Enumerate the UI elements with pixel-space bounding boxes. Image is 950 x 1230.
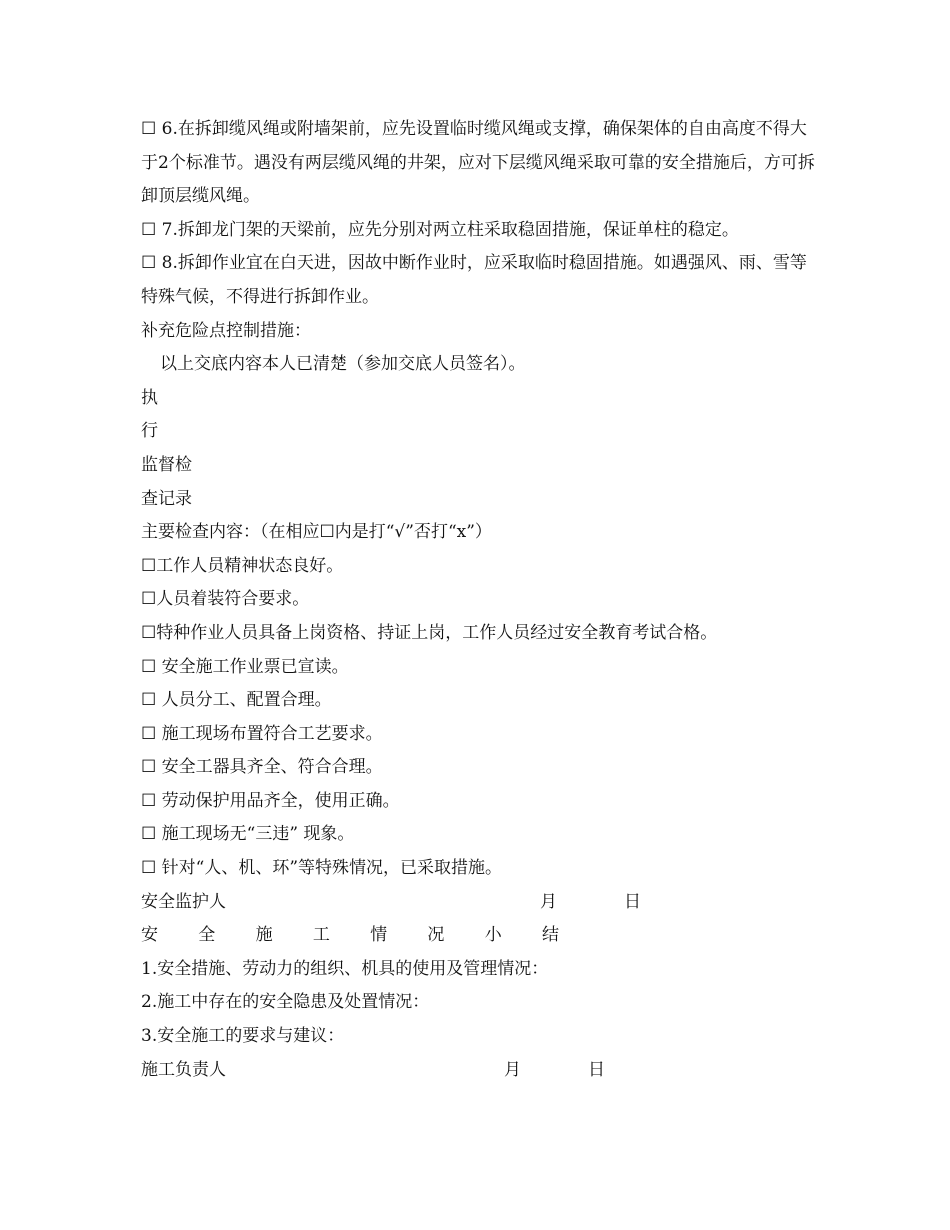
summary-title-char: 小: [484, 925, 502, 946]
check-item: ☐ 安全施工作业票已宣读。: [141, 656, 349, 677]
exec-label-line: 监督检: [141, 454, 192, 475]
summary-item: 2.施工中存在的安全隐患及处置情况：: [141, 992, 430, 1013]
check-item: ☐ 施工现场无“三违” 现象。: [141, 824, 355, 845]
guardian-day: 日: [624, 891, 641, 912]
summary-title-char: 施: [255, 925, 273, 946]
summary-item: 1.安全措施、劳动力的组织、机具的使用及管理情况：: [141, 958, 549, 979]
guardian-month: 月: [540, 891, 557, 912]
summary-title-char: 情: [370, 925, 388, 946]
measure-item-7: ☐ 7.拆卸龙门架的天梁前，应先分别对两立柱采取稳固措施，保证单柱的稳定。: [141, 219, 739, 240]
summary-title-char: 结: [541, 925, 559, 946]
summary-item: 3.安全施工的要求与建议：: [141, 1026, 345, 1047]
measure-item-6: ☐ 6.在拆卸缆风绳或附墙架前，应先设置临时缆风绳或支撑，确保架体的自由高度不得大于2个标准节。遇没有两层缆风绳的井架，应对下层缆风绳采取可靠的安全措施后，方可拆卸顶层缆风绳。: [141, 119, 815, 207]
check-title: 主要检查内容：（在相应☐内是打“√”否打“x”）: [141, 522, 492, 543]
leader-signature-line: [141, 1054, 821, 1088]
summary-title: [141, 919, 559, 953]
summary-title-char: 安: [141, 925, 158, 946]
exec-label-line: 行: [141, 421, 158, 442]
guardian-signature-line: [141, 886, 821, 920]
summary-title-char: 工: [312, 925, 330, 946]
leader-month: 月: [504, 1059, 521, 1080]
check-item: ☐ 安全工器具齐全、符合合理。: [141, 757, 383, 778]
leader-label: 施工负责人: [141, 1059, 226, 1080]
check-item: ☐ 人员分工、配置合理。: [141, 690, 332, 711]
supplement-label: 补充危险点控制措施：: [141, 320, 311, 341]
exec-label-line: 执: [141, 387, 158, 408]
check-item: ☐特种作业人员具备上岗资格、持证上岗，工作人员经过安全教育考试合格。: [141, 622, 718, 643]
leader-day: 日: [588, 1059, 605, 1080]
check-item: ☐ 劳动保护用品齐全，使用正确。: [141, 790, 400, 811]
check-item: ☐ 针对“人、机、环”等特殊情况，已采取措施。: [141, 858, 503, 879]
measure-item-8: ☐ 8.拆卸作业宜在白天进，因故中断作业时，应采取临时稳固措施。如遇强风、雨、雪等特殊气候，不得进行拆卸作业。: [141, 253, 807, 307]
summary-title-char: 况: [427, 925, 445, 946]
check-item: ☐ 施工现场布置符合工艺要求。: [141, 723, 383, 744]
check-item: ☐工作人员精神状态良好。: [141, 555, 344, 576]
summary-title-char: 全: [198, 925, 216, 946]
exec-label-line: 查记录: [141, 488, 192, 509]
document-body: [141, 113, 821, 1087]
guardian-label: 安全监护人: [141, 891, 226, 912]
acknowledge-text: 以上交底内容本人已清楚（参加交底人员签名）。: [160, 354, 526, 375]
check-item: ☐人员着装符合要求。: [141, 589, 310, 610]
